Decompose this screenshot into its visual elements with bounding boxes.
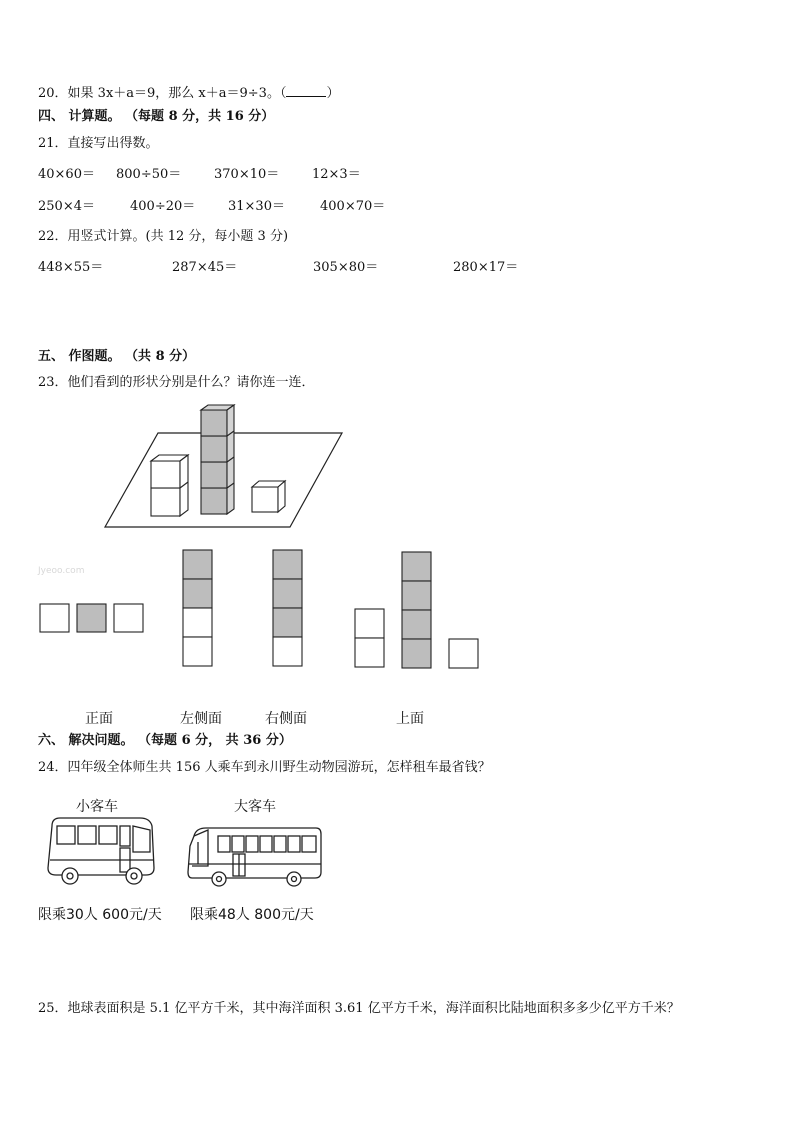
watermark: Jyeoo.com [38,566,85,576]
small-bus-info: 限乘30人 600元/天 [38,907,162,923]
vertical-calc-item: 448×55＝ [38,260,104,275]
question-25-title: 25．地球表面积是 5.1 亿平方千米，其中海洋面积 3.61 亿平方千米，海洋面积比陆地面积多多少亿平方千米？ [38,1001,680,1016]
calc-item: 250×4＝ [38,199,95,214]
calc-item: 400×70＝ [320,199,386,214]
vertical-calc-item: 305×80＝ [313,260,379,275]
section-5-heading: 五、 作图题。 （共 8 分） [38,349,196,364]
calc-item: 12×3＝ [312,167,361,182]
calc-item: 31×30＝ [228,199,285,214]
section-6-heading: 六、 解决问题。 （每题 6 分， 共 36 分） [38,733,292,748]
view-label-front: 正面 [85,711,113,727]
calc-item: 400÷20＝ [130,199,196,214]
big-bus-info: 限乘48人 800元/天 [190,907,314,923]
question-22-title: 22．用竖式计算。(共 12 分，每小题 3 分) [38,229,289,244]
question-21-title: 21．直接写出得数。 [38,136,159,151]
vertical-calc-item: 287×45＝ [172,260,238,275]
question-23-title: 23．他们看到的形状分别是什么？请你连一连． [38,375,315,390]
vertical-calc-item: 280×17＝ [453,260,519,275]
calc-item: 370×10＝ [214,167,280,182]
calc-item: 40×60＝ [38,167,95,182]
question-24-title: 24．四年级全体师生共 156 人乘车到永川野生动物园游玩，怎样租车最省钱？ [38,760,491,775]
question-20-close: ） [326,86,340,101]
big-bus-name: 大客车 [234,799,276,815]
small-bus-name: 小客车 [76,799,118,815]
section-4-heading: 四、 计算题。 （每题 8 分，共 16 分） [38,109,275,124]
small-bus-icon [48,818,154,884]
view-label-left: 左侧面 [180,711,222,727]
calc-item: 800÷50＝ [116,167,182,182]
question-20-text: 20．如果 3x＋a＝9，那么 x＋a＝9÷3。（ [38,86,287,101]
view-label-top: 上面 [396,711,424,727]
big-bus-icon [188,828,321,886]
view-label-right: 右侧面 [265,711,307,727]
